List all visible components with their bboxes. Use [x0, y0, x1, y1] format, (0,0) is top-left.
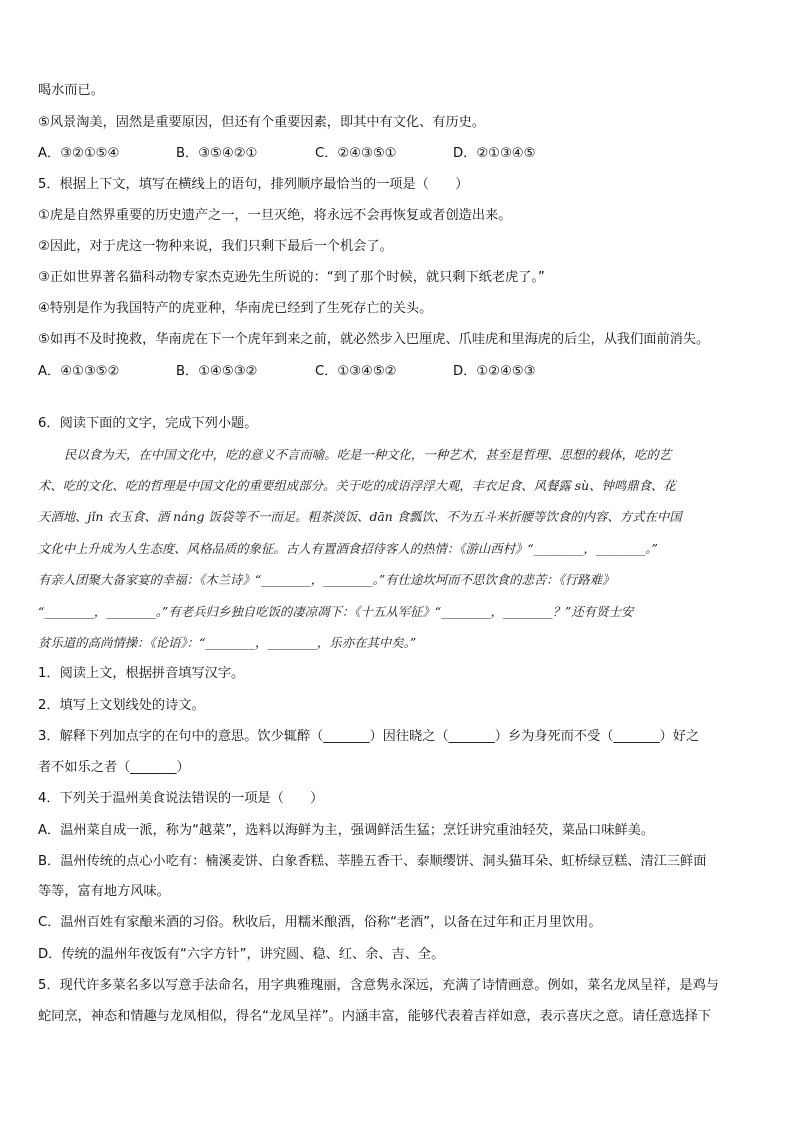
q6-sub-3-line-1: 3．解释下列加点字的在句中的意思。饮少辄醉（_______）因往晓之（_______）乡为身死而不受（_______）好之 [38, 729, 700, 744]
q5-item-4: ④特别是作为我国特产的虎亚种，华南虎已经到了生死存亡的关头。 [38, 301, 433, 316]
q5-option-b[interactable]: B．①④⑤③② [176, 364, 258, 379]
q6-passage-line-7: 贫乐道的高尚情操：《论语》：“________，________，乐亦在其中矣。” [38, 635, 417, 650]
q6-passage-line-5: 有亲人团聚大备家宴的幸福：《木兰诗》“________，________。”有仕途坎坷而不思饮食的悲苦：《行路难》 [38, 572, 615, 587]
q5-option-a[interactable]: A．④①③⑤② [38, 364, 120, 379]
q6-sub-4-stem: 4．下列关于温州美食说法错误的一项是（ ） [38, 791, 324, 806]
q6-sub-4-option-d[interactable]: D．传统的温州年夜饭有“六字方针”，讲究圆、稳、红、余、吉、全。 [38, 947, 445, 962]
q6-sub-4-option-a[interactable]: A．温州菜自成一派，称为“越菜”，选料以海鲜为主，强调鲜活生猛；烹饪讲究重油轻芡，菜品口味鲜美。 [38, 823, 655, 838]
q6-passage-line-2: 术、吃的文化、吃的哲理是中国文化的重要组成部分。关于吃的成语浮浮大观，丰衣足食、风餐露 sù、钟鸣鼎食、花 [38, 478, 676, 493]
q5-item-3: ③正如世界著名猫科动物专家杰克逊先生所说的：“到了那个时候，就只剩下纸老虎了。” [38, 270, 545, 285]
q4-item-5: ⑤风景淘美，固然是重要原因，但还有个重要因素，即其中有文化、有历史。 [38, 115, 486, 130]
q5-option-c[interactable]: C．①③④⑤② [315, 364, 397, 379]
q6-sub-4-option-b-line-1[interactable]: B．温州传统的点心小吃有：楠溪麦饼、白象香糕、莘塍五香干、泰顺缨饼、洞头猫耳朵、虹桥绿豆糕、清江三鲜面 [38, 854, 707, 869]
q4-option-d[interactable]: D．②①③④⑤ [453, 146, 536, 161]
q4-option-b[interactable]: B．③⑤④②① [176, 146, 258, 161]
q6-sub-3-line-2: 者不如乐之者（_______） [38, 760, 190, 775]
q5-item-5: ⑤如再不及时挽救，华南虎在下一个虎年到来之前，就必然步入巴厘虎、爪哇虎和里海虎的后尘，从我们面前消失。 [38, 332, 710, 347]
q6-passage-line-4: 文化中上升成为人生态度、风格品质的象征。古人有置酒食招待客人的热情：《游山西村》“________，________。” [38, 541, 658, 556]
q5-item-1: ①虎是自然界重要的历史遗产之一，一旦灭绝，将永远不会再恢复或者创造出来。 [38, 208, 512, 223]
q5-stem: 5．根据上下文，填写在横线上的语句，排列顺序最恰当的一项是（ ） [38, 177, 469, 192]
q4-option-c[interactable]: C．②④③⑤① [315, 146, 397, 161]
q6-sub-1: 1．阅读上文，根据拼音填写汉字。 [38, 666, 245, 681]
q6-sub-5-line-2: 蛇同烹，神态和情趣与龙凤相似，得名“龙凤呈祥”。内涵丰富，能够代表着吉祥如意，表示喜庆之意。请任意选择下 [38, 1009, 712, 1024]
q6-passage-line-3: 天酒地、jǐn 衣玉食、酒 náng 饭袋等不一而足。粗茶淡饭、dān 食瓢饮、不为五斗米折腰等饮食的内容、方式在中国 [38, 509, 682, 524]
q5-item-2: ②因此，对于虎这一物种来说，我们只剩下最后一个机会了。 [38, 239, 393, 254]
q5-options [38, 362, 758, 382]
q6-sub-4-option-c[interactable]: C．温州百姓有家酿米酒的习俗。秋收后，用糯米酿酒，俗称“老酒”，以备在过年和正月里饮用。 [38, 915, 602, 930]
q6-passage-line-6: “________，________。”有老兵归乡独自吃饭的凄凉凋下：《十五从军征》“________，________？”还有贤士安 [38, 604, 634, 619]
q6-stem: 6．阅读下面的文字，完成下列小题。 [38, 416, 258, 431]
q6-passage-line-1: 民以食为天，在中国文化中，吃的意义不言而喻。吃是一种文化，一种艺术，甚至是哲理、思想的载体，吃的艺 [64, 447, 672, 462]
q6-sub-5-line-1: 5．现代许多菜名多以写意手法命名，用字典雅瑰丽，含意隽永深远，充满了诗情画意。例如，菜名龙凤呈祥，是鸡与 [38, 978, 719, 993]
q4-line-end: 喝水而已。 [38, 83, 104, 98]
q5-option-d[interactable]: D．①②④⑤③ [453, 364, 536, 379]
q4-option-a[interactable]: A．③②①⑤④ [38, 146, 120, 161]
q4-options [38, 144, 758, 164]
q6-sub-2: 2．填写上文划线处的诗文。 [38, 698, 205, 713]
q6-sub-4-option-b-line-2: 等等，富有地方风味。 [38, 884, 170, 899]
